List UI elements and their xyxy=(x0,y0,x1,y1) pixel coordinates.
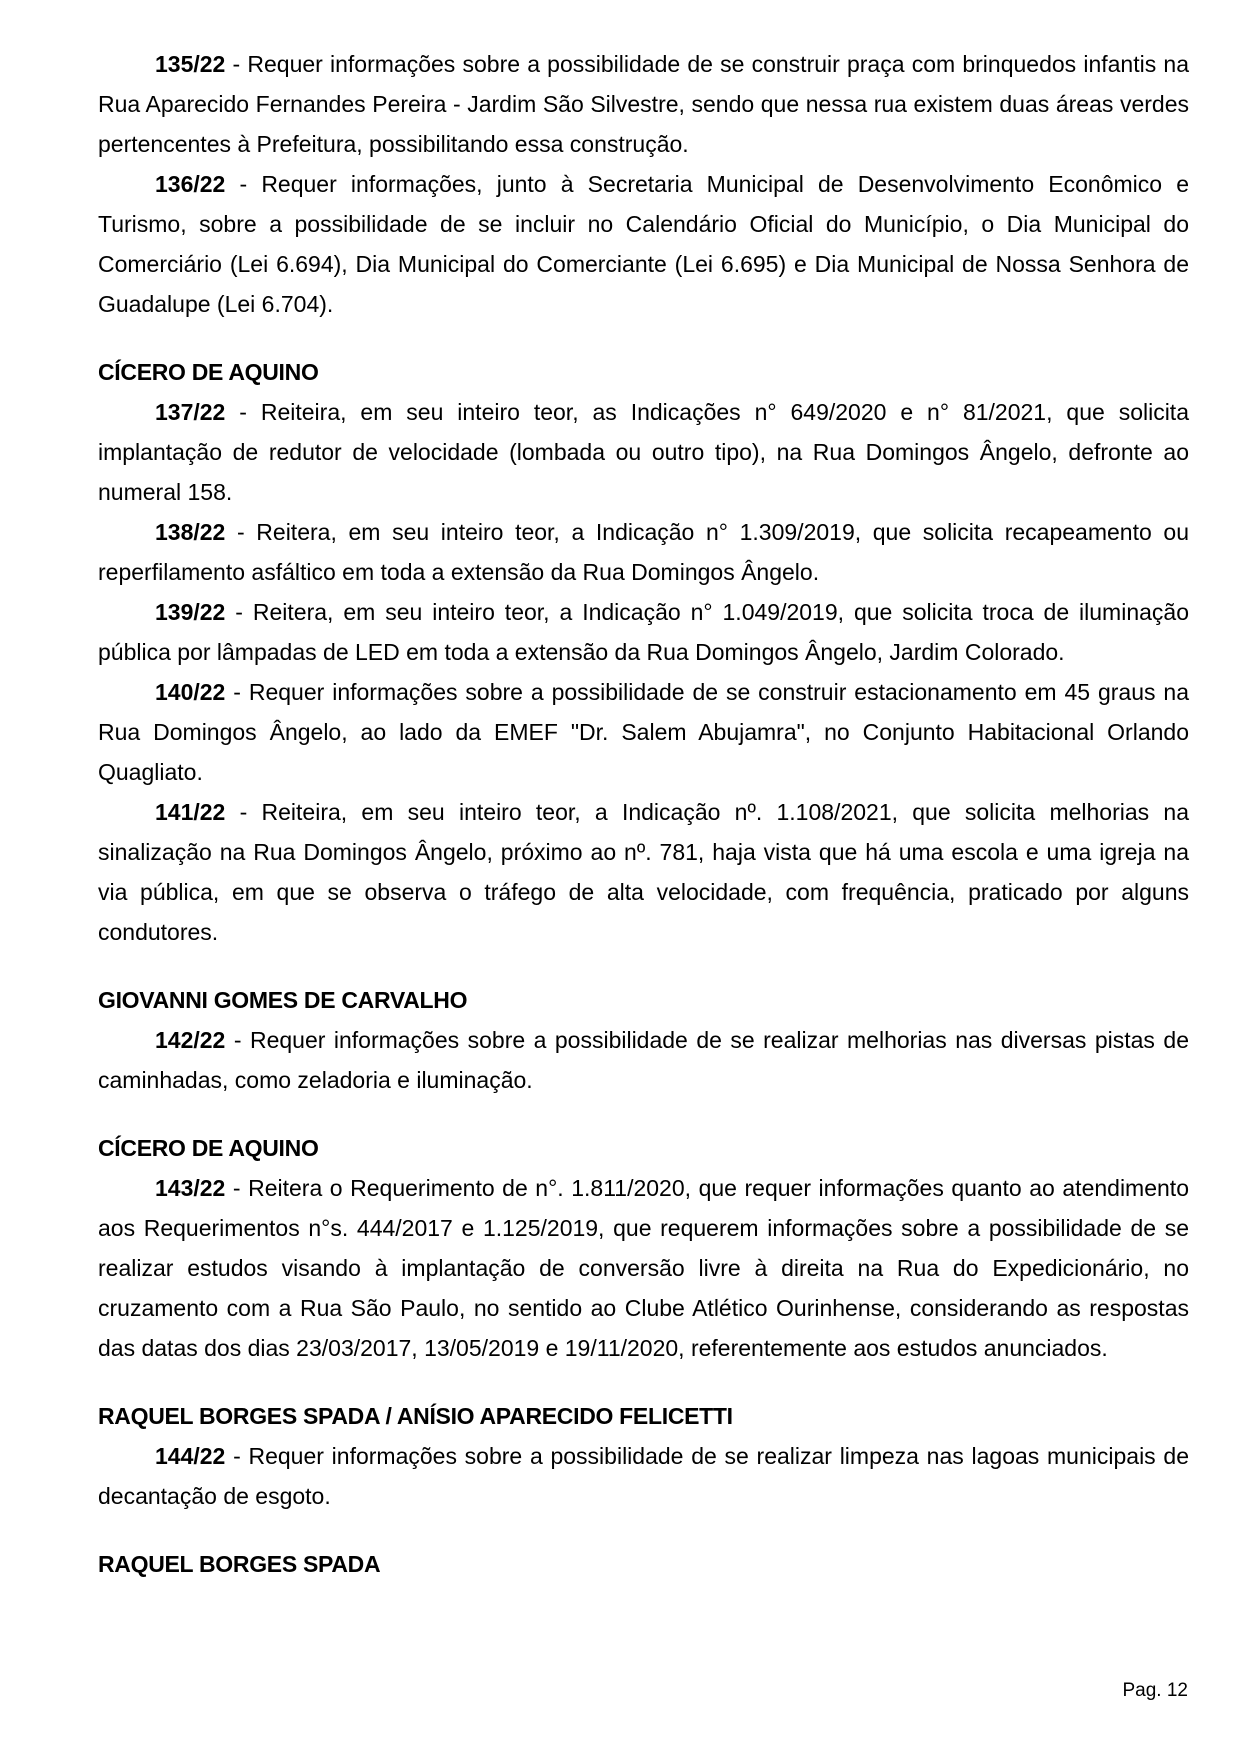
request-number: 137/22 xyxy=(155,399,226,425)
author-heading: RAQUEL BORGES SPADA / ANÍSIO APARECIDO FELICETTI xyxy=(98,1403,733,1429)
request-item xyxy=(98,44,1189,164)
request-number: 135/22 xyxy=(155,51,226,77)
request-number: 144/22 xyxy=(155,1443,226,1469)
author-heading: GIOVANNI GOMES DE CARVALHO xyxy=(98,987,468,1013)
request-text: - Requer informações sobre a possibilidade de se realizar limpeza nas lagoas municipais de decantação de esgoto. xyxy=(98,1443,1189,1509)
request-text: - Reiteira, em seu inteiro teor, as Indicações n° 649/2020 e n° 81/2021, que solicita implantação de redutor de velocidade (lombada ou outro tipo), na Rua Domingos Ângelo, defronte ao numeral 158. xyxy=(98,399,1189,505)
request-item xyxy=(98,392,1189,512)
request-text: - Requer informações sobre a possibilidade de se realizar melhorias nas diversas pistas de caminhadas, como zeladoria e iluminação. xyxy=(98,1027,1189,1093)
request-text: - Reitera o Requerimento de n°. 1.811/2020, que requer informações quanto ao atendimento aos Requerimentos n°s. 444/2017 e 1.125/2019, que requerem informações sobre a possibilidade de se realizar estudos visando à implantação de conversão livre à direita na Rua do Expedicionário, no cruzamento com a Rua São Paulo, no sentido ao Clube Atlético Ourinhense, considerando as respostas das datas dos dias 23/03/2017, 13/05/2019 e 19/11/2020, referentemente aos estudos anunciados. xyxy=(98,1175,1189,1361)
request-item xyxy=(98,792,1189,952)
request-number: 143/22 xyxy=(155,1175,226,1201)
request-item xyxy=(98,1436,1189,1516)
request-item xyxy=(98,1168,1189,1368)
request-number: 136/22 xyxy=(155,171,226,197)
author-heading: RAQUEL BORGES SPADA xyxy=(98,1551,381,1577)
request-number: 140/22 xyxy=(155,679,226,705)
request-number: 139/22 xyxy=(155,599,226,625)
request-text: - Requer informações sobre a possibilidade de se construir estacionamento em 45 graus na Rua Domingos Ângelo, ao lado da EMEF "Dr. Salem Abujamra", no Conjunto Habitacional Orlando Quagliato. xyxy=(98,679,1189,785)
author-heading: CÍCERO DE AQUINO xyxy=(98,1135,319,1161)
request-text: - Requer informações, junto à Secretaria Municipal de Desenvolvimento Econômico e Turismo, sobre a possibilidade de se incluir no Calendário Oficial do Município, o Dia Municipal do Comerciário (Lei 6.694), Dia Municipal do Comerciante (Lei 6.695) e Dia Municipal de Nossa Senhora de Guadalupe (Lei 6.704). xyxy=(98,171,1189,317)
request-text: - Reitera, em seu inteiro teor, a Indicação n° 1.309/2019, que solicita recapeamento ou reperfilamento asfáltico em toda a extensão da Rua Domingos Ângelo. xyxy=(98,519,1189,585)
request-number: 138/22 xyxy=(155,519,226,545)
request-item xyxy=(98,164,1189,324)
request-text: - Requer informações sobre a possibilidade de se construir praça com brinquedos infantis na Rua Aparecido Fernandes Pereira - Jardim São Silvestre, sendo que nessa rua existem duas áreas verdes pertencentes à Prefeitura, possibilitando essa construção. xyxy=(98,51,1189,157)
request-number: 142/22 xyxy=(155,1027,226,1053)
author-heading: CÍCERO DE AQUINO xyxy=(98,359,319,385)
page-number: Pag. 12 xyxy=(1122,1680,1188,1701)
request-text: - Reitera, em seu inteiro teor, a Indicação n° 1.049/2019, que solicita troca de iluminação pública por lâmpadas de LED em toda a extensão da Rua Domingos Ângelo, Jardim Colorado. xyxy=(98,599,1189,665)
request-item xyxy=(98,512,1189,592)
request-number: 141/22 xyxy=(155,799,226,825)
request-item xyxy=(98,592,1189,672)
request-item xyxy=(98,672,1189,792)
document-page xyxy=(98,44,1189,1584)
request-item xyxy=(98,1020,1189,1100)
request-text: - Reiteira, em seu inteiro teor, a Indicação nº. 1.108/2021, que solicita melhorias na sinalização na Rua Domingos Ângelo, próximo ao nº. 781, haja vista que há uma escola e uma igreja na via pública, em que se observa o tráfego de alta velocidade, com frequência, praticado por alguns condutores. xyxy=(98,799,1189,945)
